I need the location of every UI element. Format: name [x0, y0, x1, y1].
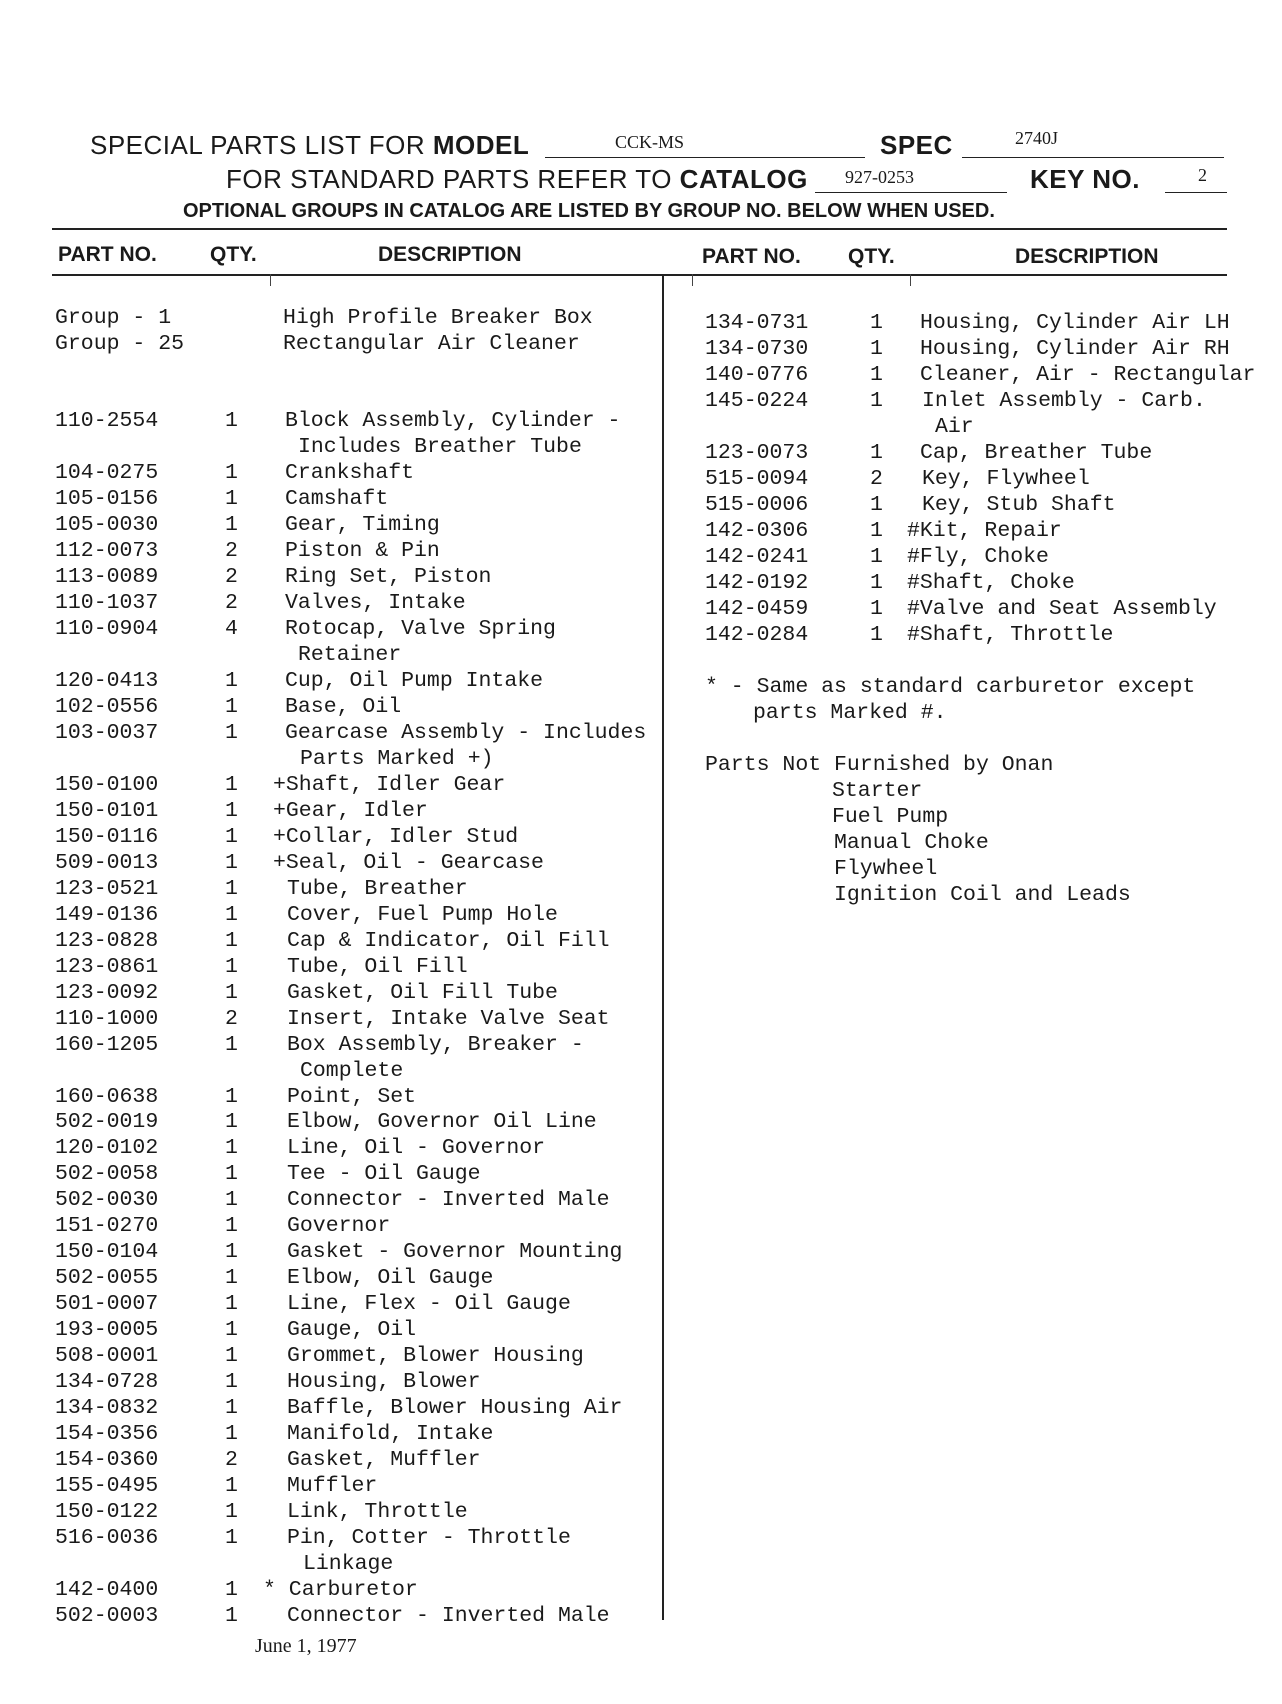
- part-number-cell: 113-0089: [55, 565, 159, 589]
- quantity-cell: 1: [225, 1396, 238, 1420]
- description-cell: +Seal, Oil - Gearcase: [273, 851, 544, 875]
- part-number-cell: 134-0730: [705, 337, 809, 361]
- part-number-cell: 150-0122: [55, 1500, 159, 1524]
- part-number-cell: 150-0104: [55, 1240, 159, 1264]
- part-number-cell: 193-0005: [55, 1318, 159, 1342]
- carburetor-note-line-2: parts Marked #.: [753, 701, 947, 725]
- list-item: Starter: [832, 779, 923, 803]
- description-cell: Point, Set: [287, 1085, 417, 1109]
- list-item: Manual Choke: [834, 831, 989, 855]
- description-cell: Cap, Breather Tube: [920, 441, 1153, 465]
- quantity-cell: 1: [225, 1085, 238, 1109]
- right-part-tick: [692, 274, 693, 286]
- header-prefix-2: FOR STANDARD PARTS REFER TO: [226, 164, 672, 194]
- part-number-cell: 160-1205: [55, 1033, 159, 1057]
- quantity-cell: 1: [225, 695, 238, 719]
- quantity-cell: 2: [225, 591, 238, 615]
- description-cell: Tee - Oil Gauge: [287, 1162, 481, 1186]
- left-col-description: DESCRIPTION: [378, 243, 522, 266]
- quantity-cell: 2: [225, 1448, 238, 1472]
- quantity-cell: 1: [225, 799, 238, 823]
- description-cell: Connector - Inverted Male: [287, 1604, 610, 1628]
- part-number-cell: 140-0776: [705, 363, 809, 387]
- description-cell: Link, Throttle: [287, 1500, 468, 1524]
- part-number-cell: 142-0284: [705, 623, 809, 647]
- list-item: Fuel Pump: [832, 805, 949, 829]
- quantity-cell: 1: [870, 337, 883, 361]
- catalog-value: 927-0253: [845, 167, 914, 187]
- quantity-cell: 2: [225, 539, 238, 563]
- description-cell: Gauge, Oil: [287, 1318, 417, 1342]
- quantity-cell: 1: [225, 1578, 238, 1602]
- part-number-cell: 150-0101: [55, 799, 159, 823]
- part-number-cell: 142-0400: [55, 1578, 159, 1602]
- description-cell: Cleaner, Air - Rectangular: [920, 363, 1256, 387]
- part-number-cell: 151-0270: [55, 1214, 159, 1238]
- list-item: Ignition Coil and Leads: [834, 883, 1131, 907]
- quantity-cell: 1: [870, 363, 883, 387]
- spec-label: SPEC: [880, 130, 953, 160]
- part-number-cell: 104-0275: [55, 461, 159, 485]
- description-cell: Rotocap, Valve Spring: [285, 617, 556, 641]
- quantity-cell: 1: [870, 623, 883, 647]
- catalog-underline: [815, 192, 1007, 193]
- quantity-cell: 1: [225, 877, 238, 901]
- part-number-cell: 155-0495: [55, 1474, 159, 1498]
- model-label: MODEL: [432, 130, 530, 160]
- part-number-cell: 134-0728: [55, 1370, 159, 1394]
- part-number-cell: 105-0030: [55, 513, 159, 537]
- description-cell: Complete: [300, 1059, 404, 1083]
- part-number-cell: 123-0092: [55, 981, 159, 1005]
- quantity-cell: 4: [225, 617, 238, 641]
- description-cell: Line, Oil - Governor: [287, 1136, 546, 1160]
- quantity-cell: 1: [225, 1266, 238, 1290]
- description-cell: Gearcase Assembly - Includes: [285, 721, 647, 745]
- quantity-cell: 1: [225, 1422, 238, 1446]
- quantity-cell: 1: [225, 487, 238, 511]
- quantity-cell: 1: [225, 1162, 238, 1186]
- description-cell: Housing, Blower: [287, 1370, 481, 1394]
- description-cell: +Shaft, Idler Gear: [273, 773, 506, 797]
- description-cell: Air: [935, 415, 974, 439]
- quantity-cell: 1: [225, 955, 238, 979]
- quantity-cell: 1: [225, 409, 238, 433]
- list-item: Flywheel: [834, 857, 938, 881]
- header-line-2: [226, 164, 808, 195]
- quantity-cell: 1: [225, 1344, 238, 1368]
- description-cell: Key, Flywheel: [922, 467, 1090, 491]
- quantity-cell: 1: [225, 981, 238, 1005]
- part-number-cell: 502-0019: [55, 1110, 159, 1134]
- description-cell: Linkage: [303, 1552, 394, 1576]
- part-number-cell: 502-0003: [55, 1604, 159, 1628]
- description-cell: Insert, Intake Valve Seat: [287, 1007, 610, 1031]
- quantity-cell: 1: [225, 825, 238, 849]
- part-number-cell: 110-1037: [55, 591, 159, 615]
- part-number-cell: 110-0904: [55, 617, 159, 641]
- quantity-cell: 1: [225, 1110, 238, 1134]
- header-line-1: [90, 130, 529, 161]
- quantity-cell: 2: [870, 467, 883, 491]
- description-cell: Gasket, Oil Fill Tube: [287, 981, 558, 1005]
- part-number-cell: 508-0001: [55, 1344, 159, 1368]
- part-number-cell: 120-0413: [55, 669, 159, 693]
- quantity-cell: 1: [225, 1370, 238, 1394]
- optional-groups-note: OPTIONAL GROUPS IN CATALOG ARE LISTED BY GROUP NO. BELOW WHEN USED.: [183, 200, 995, 222]
- quantity-cell: 1: [225, 1292, 238, 1316]
- quantity-cell: 1: [225, 1214, 238, 1238]
- part-number-cell: 142-0459: [705, 597, 809, 621]
- description-cell: Gear, Timing: [285, 513, 440, 537]
- right-desc-tick: [910, 274, 911, 286]
- carburetor-note-line-1: * - Same as standard carburetor except: [705, 675, 1196, 699]
- quantity-cell: 1: [225, 1188, 238, 1212]
- quantity-cell: 1: [870, 441, 883, 465]
- description-cell: Ring Set, Piston: [285, 565, 492, 589]
- part-number-cell: 123-0861: [55, 955, 159, 979]
- description-cell: Block Assembly, Cylinder -: [285, 409, 621, 433]
- quantity-cell: 1: [870, 597, 883, 621]
- quantity-cell: 1: [870, 519, 883, 543]
- quantity-cell: 1: [225, 513, 238, 537]
- description-cell: Key, Stub Shaft: [922, 493, 1116, 517]
- description-cell: Inlet Assembly - Carb.: [922, 389, 1206, 413]
- quantity-cell: 1: [225, 903, 238, 927]
- quantity-cell: 1: [225, 1500, 238, 1524]
- part-number-cell: 150-0100: [55, 773, 159, 797]
- key-underline: [1165, 192, 1227, 193]
- description-cell: Gasket, Muffler: [287, 1448, 481, 1472]
- description-cell: #Valve and Seat Assembly: [907, 597, 1217, 621]
- quantity-cell: 1: [225, 1526, 238, 1550]
- left-desc-tick: [270, 274, 271, 286]
- description-cell: Box Assembly, Breaker -: [287, 1033, 584, 1057]
- part-number-cell: 105-0156: [55, 487, 159, 511]
- description-cell: Valves, Intake: [285, 591, 466, 615]
- description-cell: High Profile Breaker Box: [283, 306, 593, 330]
- quantity-cell: 1: [225, 721, 238, 745]
- quantity-cell: 2: [225, 1007, 238, 1031]
- description-cell: Housing, Cylinder Air RH: [920, 337, 1230, 361]
- quantity-cell: 1: [225, 1240, 238, 1264]
- quantity-cell: 1: [225, 851, 238, 875]
- description-cell: Elbow, Oil Gauge: [287, 1266, 494, 1290]
- right-col-part-no: PART NO.: [702, 245, 801, 268]
- quantity-cell: 1: [870, 389, 883, 413]
- key-label-wrap: [1030, 164, 1140, 195]
- description-cell: #Kit, Repair: [907, 519, 1062, 543]
- part-number-cell: 123-0073: [705, 441, 809, 465]
- quantity-cell: 1: [870, 493, 883, 517]
- model-underline: [545, 157, 865, 158]
- part-number-cell: 120-0102: [55, 1136, 159, 1160]
- description-cell: #Shaft, Choke: [907, 571, 1075, 595]
- description-cell: Piston & Pin: [285, 539, 440, 563]
- description-cell: Cup, Oil Pump Intake: [285, 669, 544, 693]
- part-number-cell: 515-0094: [705, 467, 809, 491]
- model-value: CCK-MS: [615, 132, 685, 152]
- quantity-cell: 1: [225, 929, 238, 953]
- part-number-cell: 150-0116: [55, 825, 159, 849]
- part-number-cell: 145-0224: [705, 389, 809, 413]
- description-cell: Tube, Breather: [287, 877, 468, 901]
- table-top-rule: [52, 228, 1227, 230]
- quantity-cell: 1: [225, 1474, 238, 1498]
- description-cell: Elbow, Governor Oil Line: [287, 1110, 597, 1134]
- quantity-cell: 1: [225, 1604, 238, 1628]
- catalog-label: CATALOG: [679, 164, 808, 194]
- quantity-cell: 1: [870, 571, 883, 595]
- key-value: 2: [1198, 165, 1207, 185]
- description-cell: Camshaft: [285, 487, 389, 511]
- description-cell: Gasket - Governor Mounting: [287, 1240, 623, 1264]
- quantity-cell: 1: [870, 545, 883, 569]
- right-col-description: DESCRIPTION: [1015, 245, 1159, 268]
- quantity-cell: 1: [225, 669, 238, 693]
- part-number-cell: 502-0030: [55, 1188, 159, 1212]
- description-cell: Tube, Oil Fill: [287, 955, 468, 979]
- left-col-part-no: PART NO.: [58, 243, 157, 266]
- spec-label-wrap: [880, 130, 953, 161]
- part-number-cell: 110-1000: [55, 1007, 159, 1031]
- description-cell: Base, Oil: [285, 695, 402, 719]
- part-number-cell: 102-0556: [55, 695, 159, 719]
- description-cell: Rectangular Air Cleaner: [283, 332, 580, 356]
- left-col-qty: QTY.: [210, 243, 257, 266]
- quantity-cell: 1: [870, 311, 883, 335]
- part-number-cell: 134-0832: [55, 1396, 159, 1420]
- description-cell: Crankshaft: [285, 461, 415, 485]
- part-number-cell: 501-0007: [55, 1292, 159, 1316]
- description-cell: Parts Marked +): [300, 747, 494, 771]
- part-number-cell: 502-0055: [55, 1266, 159, 1290]
- description-cell: Muffler: [287, 1474, 378, 1498]
- description-cell: Grommet, Blower Housing: [287, 1344, 584, 1368]
- part-number-cell: 515-0006: [705, 493, 809, 517]
- right-col-qty: QTY.: [848, 245, 895, 268]
- key-label: KEY NO.: [1030, 164, 1140, 194]
- part-number-cell: 509-0013: [55, 851, 159, 875]
- part-number-cell: 502-0058: [55, 1162, 159, 1186]
- part-number-cell: Group - 25: [55, 332, 185, 356]
- part-number-cell: Group - 1: [55, 306, 172, 330]
- description-cell: Housing, Cylinder Air LH: [920, 311, 1230, 335]
- part-number-cell: 149-0136: [55, 903, 159, 927]
- description-cell: Pin, Cotter - Throttle: [287, 1526, 571, 1550]
- description-cell: #Fly, Choke: [907, 545, 1049, 569]
- part-number-cell: 123-0521: [55, 877, 159, 901]
- quantity-cell: 1: [225, 773, 238, 797]
- part-number-cell: 142-0192: [705, 571, 809, 595]
- description-cell: * Carburetor: [263, 1578, 418, 1602]
- description-cell: Connector - Inverted Male: [287, 1188, 610, 1212]
- description-cell: +Collar, Idler Stud: [273, 825, 519, 849]
- footer-date: June 1, 1977: [255, 1635, 357, 1657]
- description-cell: +Gear, Idler: [273, 799, 428, 823]
- part-number-cell: 154-0360: [55, 1448, 159, 1472]
- description-cell: Baffle, Blower Housing Air: [287, 1396, 623, 1420]
- description-cell: Includes Breather Tube: [298, 435, 582, 459]
- part-number-cell: 103-0037: [55, 721, 159, 745]
- part-number-cell: 160-0638: [55, 1085, 159, 1109]
- part-number-cell: 134-0731: [705, 311, 809, 335]
- description-cell: Retainer: [298, 643, 402, 667]
- description-cell: Line, Flex - Oil Gauge: [287, 1292, 571, 1316]
- quantity-cell: 2: [225, 565, 238, 589]
- spec-underline: [962, 157, 1224, 158]
- part-number-cell: 112-0073: [55, 539, 159, 563]
- not-furnished-title: Parts Not Furnished by Onan: [705, 753, 1054, 777]
- quantity-cell: 1: [225, 1033, 238, 1057]
- quantity-cell: 1: [225, 1318, 238, 1342]
- part-number-cell: 516-0036: [55, 1526, 159, 1550]
- quantity-cell: 1: [225, 1136, 238, 1160]
- part-number-cell: 154-0356: [55, 1422, 159, 1446]
- part-number-cell: 123-0828: [55, 929, 159, 953]
- spec-value: 2740J: [1015, 128, 1059, 148]
- header-prefix: SPECIAL PARTS LIST FOR: [90, 130, 426, 160]
- description-cell: Cap & Indicator, Oil Fill: [287, 929, 610, 953]
- part-number-cell: 110-2554: [55, 409, 159, 433]
- quantity-cell: 1: [225, 461, 238, 485]
- description-cell: Governor: [287, 1214, 391, 1238]
- part-number-cell: 142-0241: [705, 545, 809, 569]
- description-cell: Manifold, Intake: [287, 1422, 494, 1446]
- description-cell: #Shaft, Throttle: [907, 623, 1114, 647]
- table-header-rule: [52, 274, 1227, 276]
- description-cell: Cover, Fuel Pump Hole: [287, 903, 558, 927]
- part-number-cell: 142-0306: [705, 519, 809, 543]
- column-divider: [662, 274, 664, 1620]
